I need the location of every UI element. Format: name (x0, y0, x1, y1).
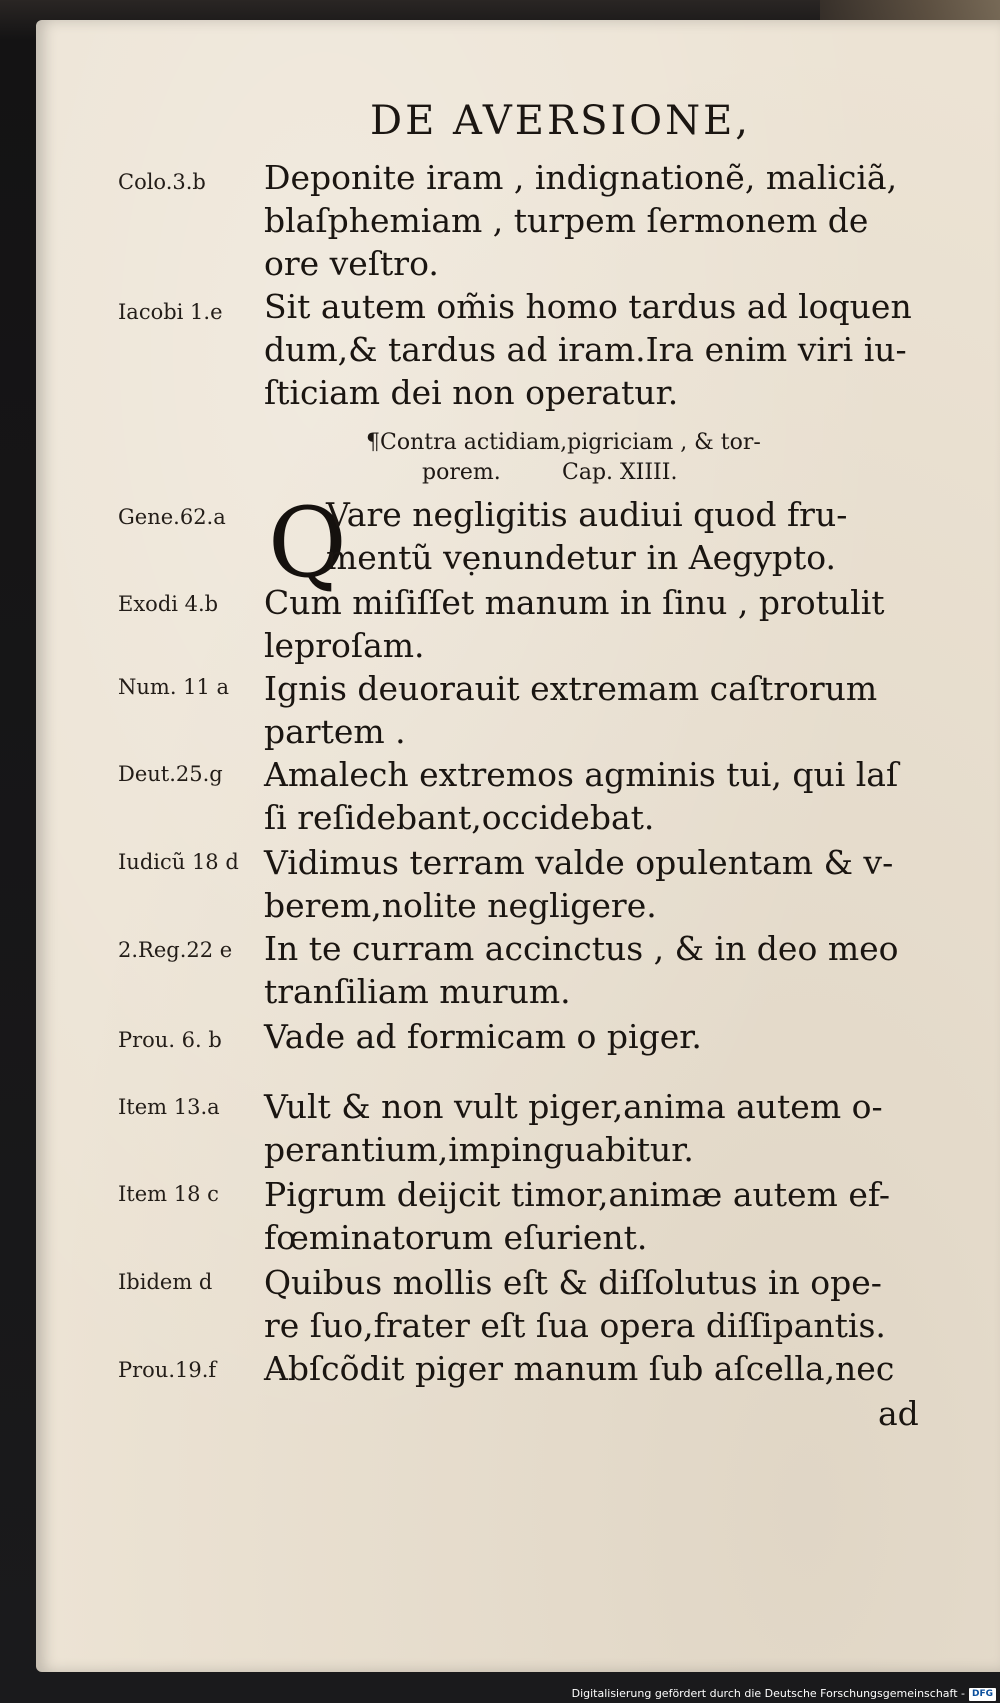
text-line: Abſcõdit piger manum ſub aſcella,nec (264, 1349, 895, 1388)
text-line: Vult & non vult piger,anima autem o- (264, 1087, 883, 1126)
text-line: Deponite iram , indignationẽ, maliciã, (264, 158, 898, 197)
margin-reference: Prou.19.f (118, 1358, 217, 1382)
text-line: Cum miſiſſet manum in ſinu , protulit (264, 583, 885, 622)
page-content (36, 20, 1000, 1672)
text-line: tranſiliam murum. (264, 972, 571, 1011)
text-line: dum,& tardus ad iram.Ira enim viri iu- (264, 330, 907, 369)
margin-reference: Iudicũ 18 d (118, 850, 239, 874)
text-line: Vidimus terram valde opulentam & v- (264, 843, 894, 882)
dfg-logo-icon: DFG (969, 1688, 996, 1701)
text-line: Amalech extremos agminis tui, qui laſ (264, 755, 899, 794)
margin-reference: Gene.62.a (118, 505, 226, 529)
text-line: mentũ vẹnundetur in Aegypto. (326, 538, 837, 577)
text-line: Quibus mollis eſt & diſſolutus in ope- (264, 1263, 882, 1302)
chapter-heading-line-1: ¶Contra actidiam,pigriciam , & tor- (366, 430, 761, 455)
margin-reference: Ibidem d (118, 1270, 213, 1294)
text-line: Vare negligitis audiui quod fru- (326, 495, 848, 534)
catchword: ad (878, 1394, 919, 1433)
margin-reference: Exodi 4.b (118, 592, 219, 616)
text-line: Vade ad formicam o piger. (264, 1017, 702, 1056)
text-line: partem . (264, 712, 406, 751)
margin-reference: Prou. 6. b (118, 1028, 222, 1052)
chapter-number: Cap. XIIII. (562, 460, 678, 485)
margin-reference: Num. 11 a (118, 675, 230, 699)
text-line: berem,nolite negligere. (264, 886, 657, 925)
margin-reference: Colo.3.b (118, 170, 206, 194)
margin-reference: Deut.25.g (118, 762, 223, 786)
text-line: Ignis deuorauit extremam caſtrorum (264, 669, 878, 708)
running-head: DE AVERSIONE, (370, 98, 751, 144)
book-edge (820, 0, 1000, 22)
margin-reference: Iacobi 1.e (118, 300, 223, 324)
text-line: re ſuo,frater eſt ſua opera diſſipantis. (264, 1306, 886, 1345)
text-line: ſticiam dei non operatur. (264, 373, 679, 412)
text-line: Pigrum deijcit timor,animæ autem ef- (264, 1175, 891, 1214)
chapter-heading-title: porem. (422, 460, 501, 485)
text-line: ſi reſidebant,occidebat. (264, 798, 655, 837)
margin-reference: Item 18 c (118, 1182, 219, 1206)
footer-text: Digitalisierung gefördert durch die Deutsche Forschungsgemeinschaft - (571, 1687, 965, 1700)
digitization-credit (572, 1685, 996, 1703)
text-line: ore veſtro. (264, 244, 439, 283)
text-line: Sit autem om̃is homo tardus ad loquen (264, 287, 912, 326)
drop-cap-initial: Q (268, 487, 347, 599)
text-line: In te curram accinctus , & in deo meo (264, 929, 899, 968)
text-line: blaſphemiam , turpem ſermonem de (264, 201, 869, 240)
text-line: leproſam. (264, 626, 425, 665)
text-line: perantium,impinguabitur. (264, 1130, 694, 1169)
text-line: fœminatorum eſurient. (264, 1218, 648, 1257)
book-page (36, 20, 1000, 1672)
margin-reference: 2.Reg.22 e (118, 938, 233, 962)
margin-reference: Item 13.a (118, 1095, 220, 1119)
